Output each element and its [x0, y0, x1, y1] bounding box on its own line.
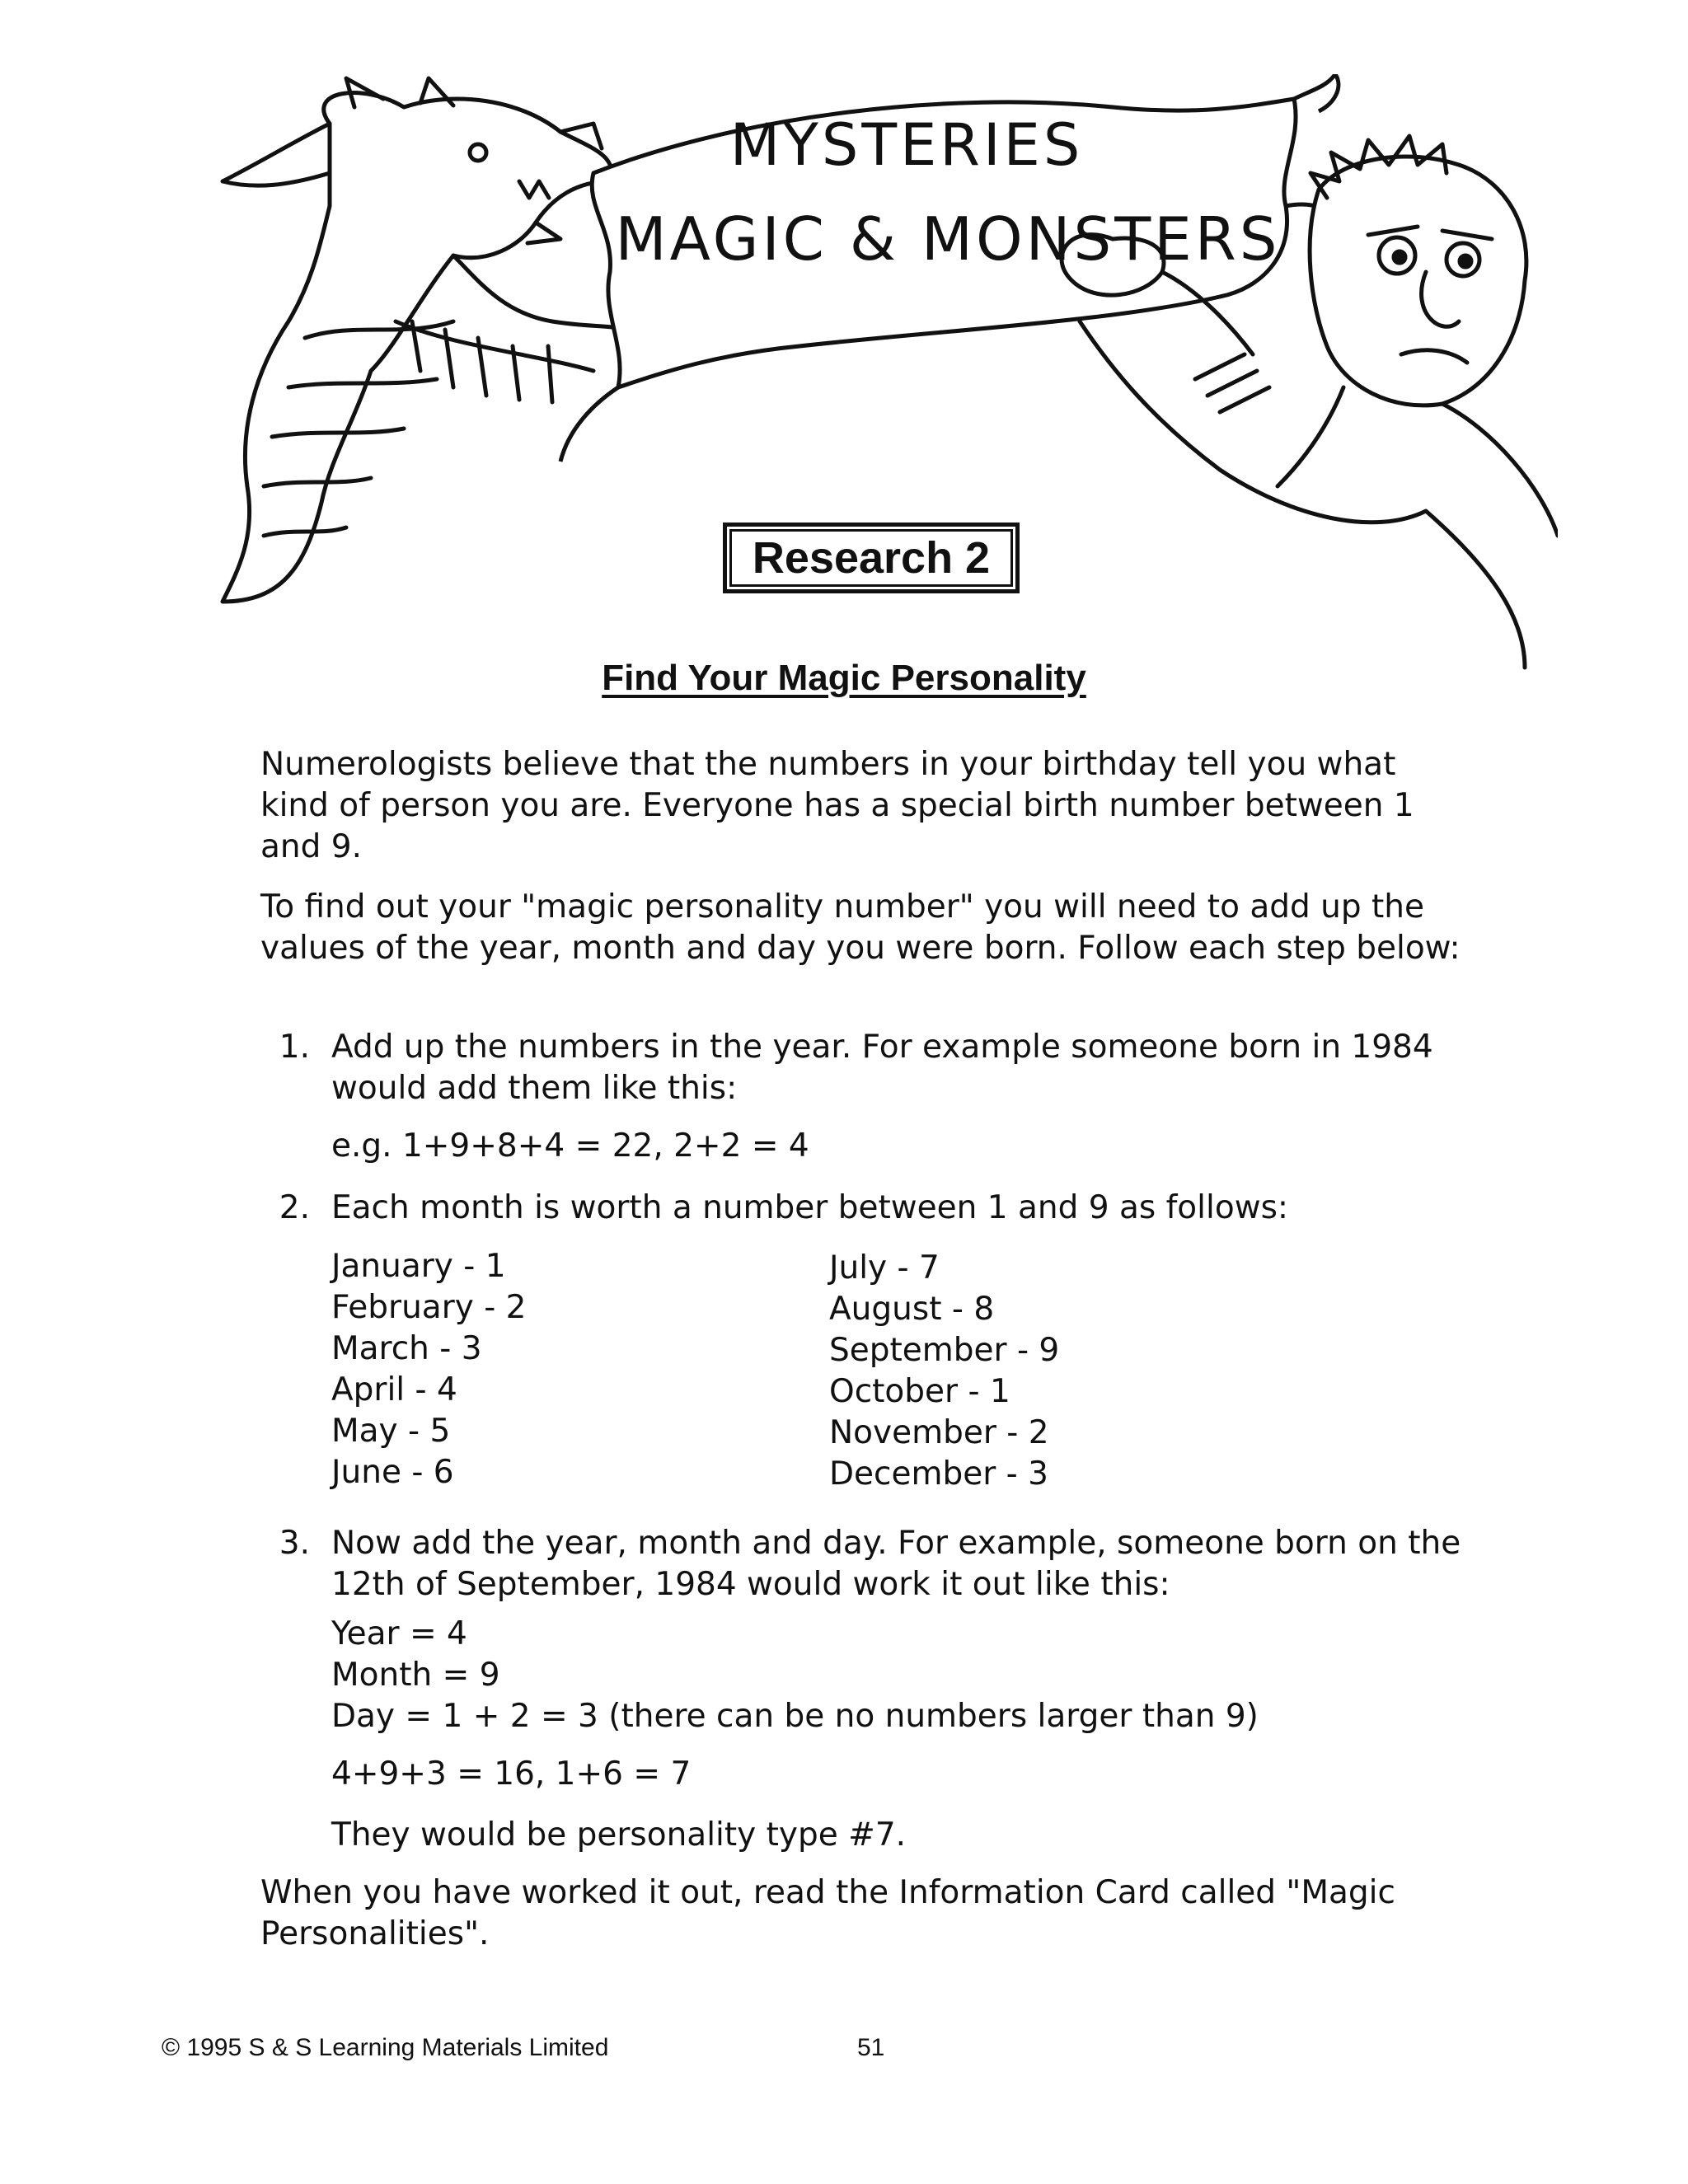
step-text: Add up the numbers in the year. For example someone born in 1984 would add them like this: [331, 1029, 1433, 1107]
month-value: June - 6 [331, 1454, 454, 1491]
month-value: May - 5 [331, 1413, 451, 1450]
step-3-year: Year = 4 [331, 1615, 467, 1652]
months-column-left [331, 1246, 527, 1493]
intro-paragraph-1: Numerologists believe that the numbers in your birthday tell you what kind of person you are. Everyone has a special birth number between 1 and 9. [260, 746, 1414, 865]
worksheet-title: Find Your Magic Personality [602, 658, 1086, 698]
month-value: July - 7 [829, 1249, 940, 1286]
month-value: March - 3 [331, 1330, 482, 1367]
step-1-example: e.g. 1+9+8+4 = 22, 2+2 = 4 [331, 1127, 809, 1165]
banner-title-line1: MYSTERIES [729, 111, 1084, 179]
copyright-footer: © 1995 S & S Learning Materials Limited [162, 2034, 609, 2061]
step-number: 2. [279, 1189, 310, 1226]
month-value: April - 4 [331, 1371, 457, 1408]
month-value: February - 2 [331, 1289, 527, 1326]
months-column-right [829, 1248, 1059, 1495]
dragon-illustration [223, 78, 668, 602]
banner-title-line2: MAGIC & MONSTERS [615, 204, 1281, 274]
month-value: December - 3 [829, 1455, 1048, 1493]
step-number: 1. [279, 1029, 310, 1066]
month-value: October - 1 [829, 1373, 1010, 1410]
intro-paragraph-2: To find out your "magic personality number" you will need to add up the values of the year, month and day you were born. Follow each step below: [260, 888, 1461, 967]
page-number: 51 [857, 2034, 885, 2061]
step-text: Now add the year, month and day. For example, someone born on the 12th of September, 1984 would work it out like this: [331, 1525, 1461, 1603]
step-3-day: Day = 1 + 2 = 3 (there can be no numbers larger than 9) [331, 1698, 1259, 1735]
step-number: 3. [279, 1525, 310, 1562]
header-illustration [206, 74, 1558, 701]
research-label: Research 2 [752, 533, 991, 583]
research-label-box [723, 523, 1020, 593]
step-text: Each month is worth a number between 1 and 9 as follows: [331, 1189, 1289, 1226]
month-value: September - 9 [829, 1332, 1060, 1369]
month-value: August - 8 [829, 1291, 995, 1328]
month-value: November - 2 [829, 1414, 1049, 1451]
closing-paragraph: When you have worked it out, read the Information Card called "Magic Personalities". [260, 1874, 1395, 1952]
step-3-month: Month = 9 [331, 1657, 500, 1694]
step-3-result: They would be personality type #7. [331, 1816, 907, 1854]
step-3-sum: 4+9+3 = 16, 1+6 = 7 [331, 1755, 692, 1793]
month-value: January - 1 [331, 1248, 506, 1285]
